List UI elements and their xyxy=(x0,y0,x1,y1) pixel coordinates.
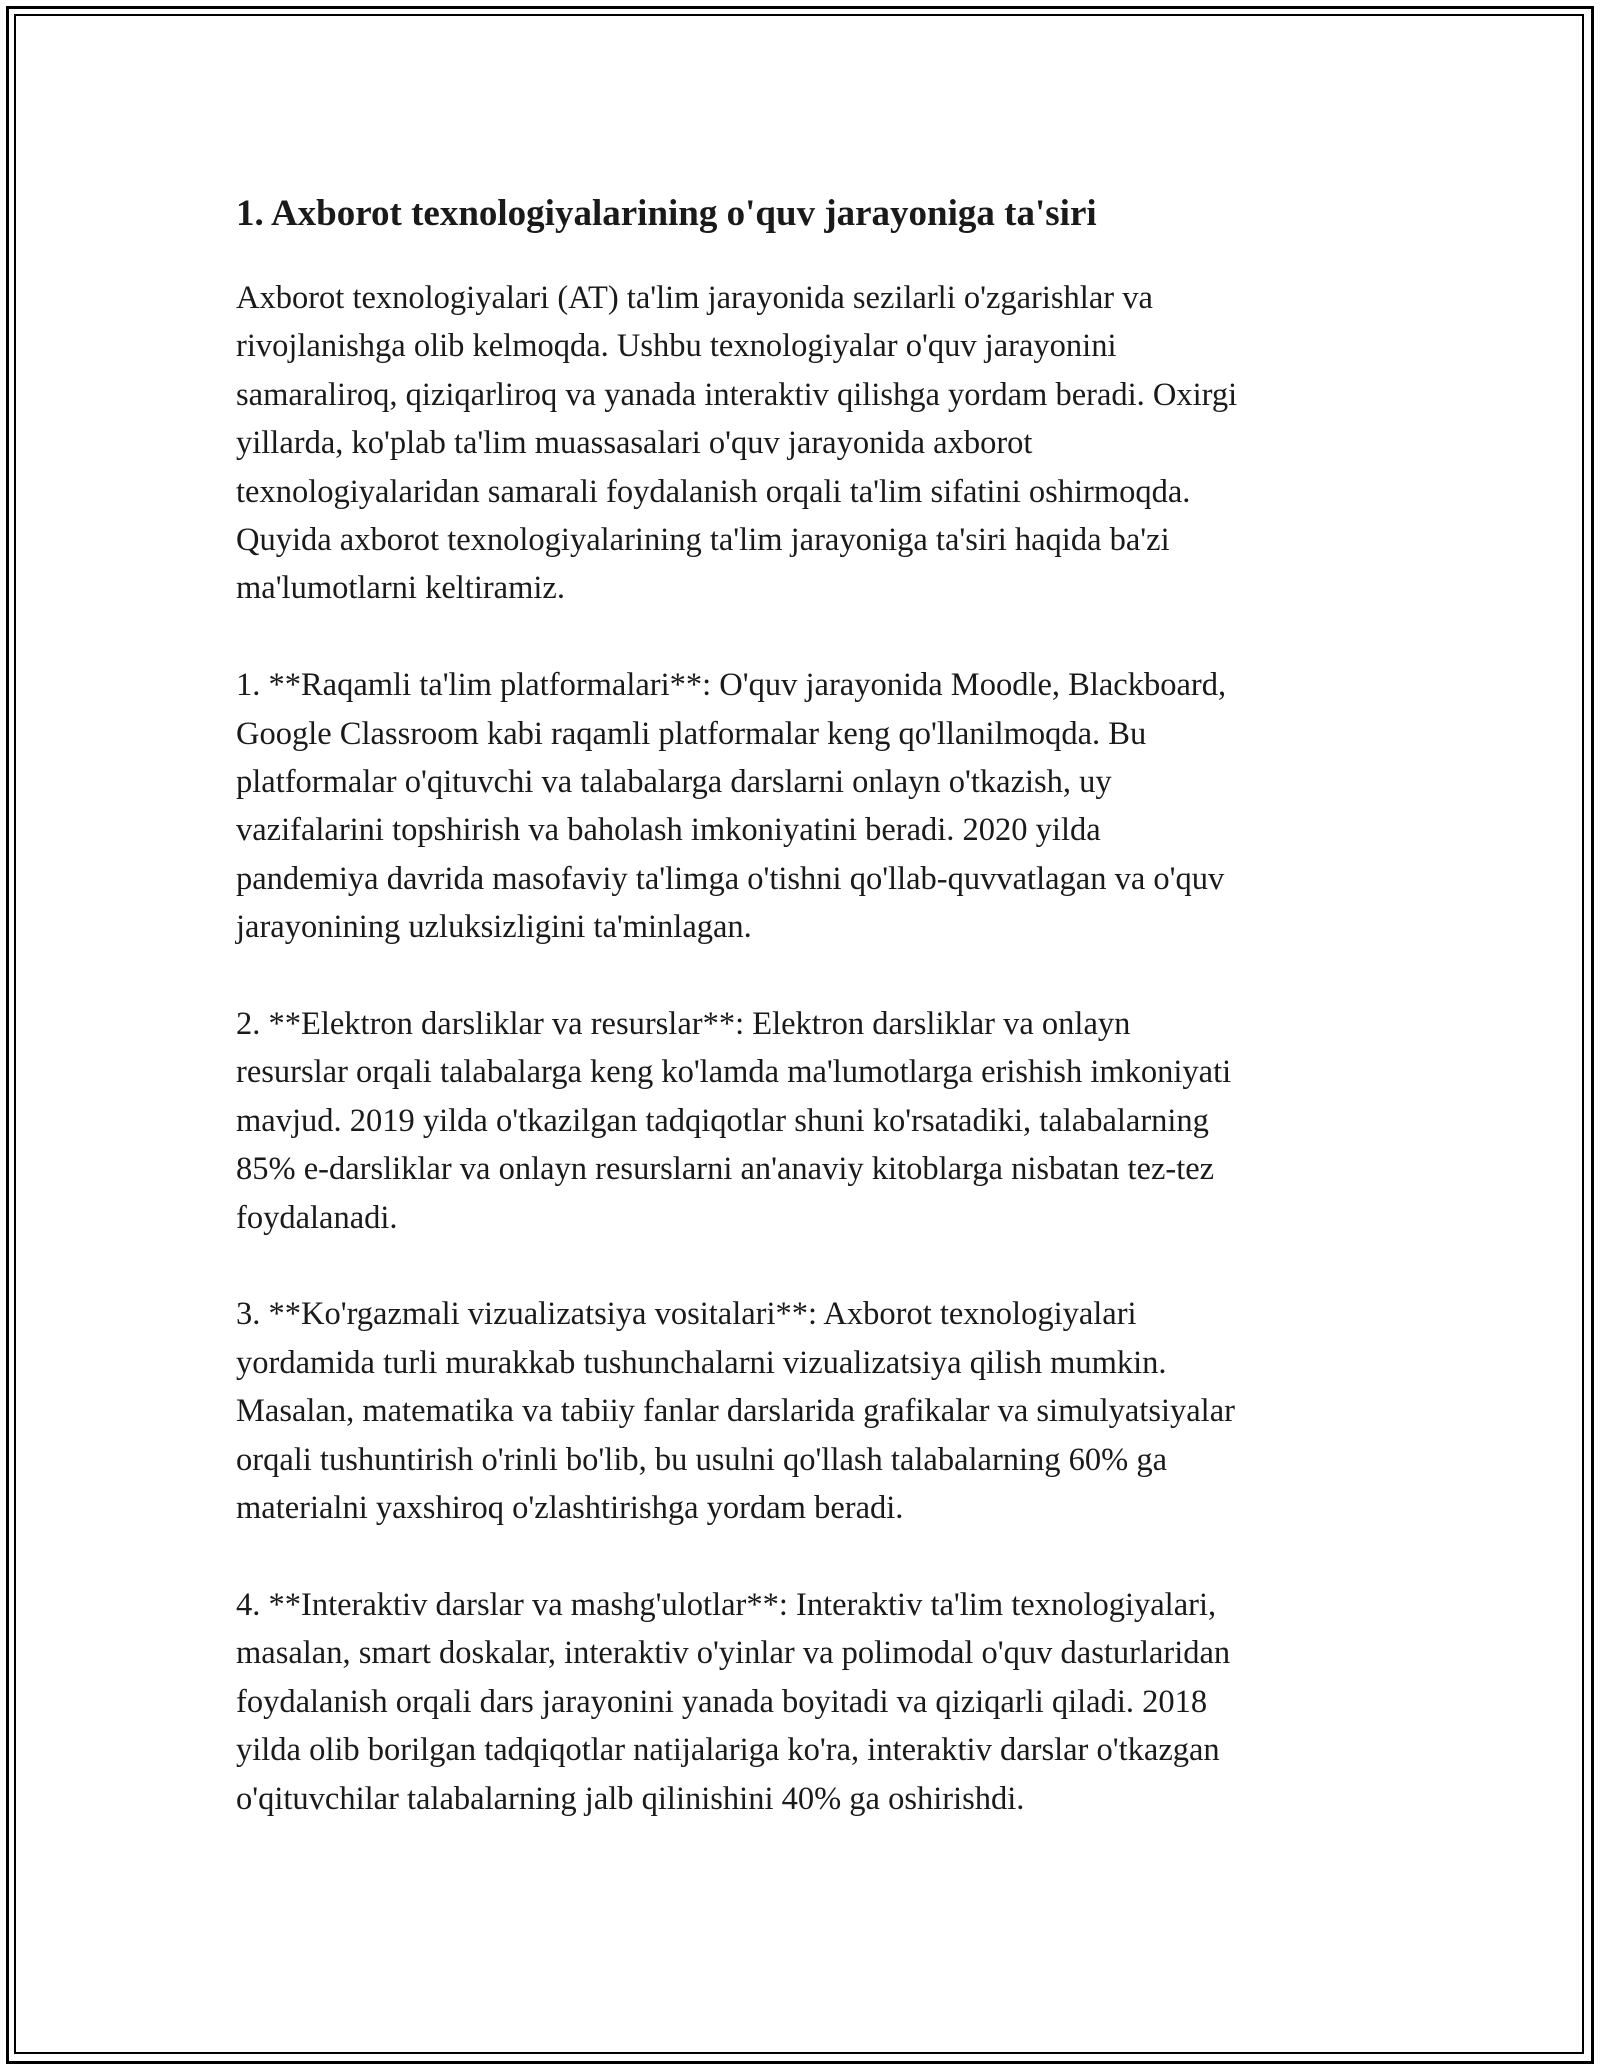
paragraph-gap xyxy=(236,952,1386,1000)
text-line: 1. **Raqamli ta'lim platformalari**: O'quv jarayonida Moodle, Blackboard, xyxy=(236,667,1227,704)
text-line: Quyida axborot texnologiyalarining ta'lim jarayoniga ta'siri haqida ba'zi xyxy=(236,522,1170,559)
intro-paragraph xyxy=(236,274,1386,613)
text-line: foydalanadi. xyxy=(236,1199,398,1236)
text-line: Google Classroom kabi raqamli platformalar keng qo'llanilmoqda. Bu xyxy=(236,715,1147,752)
paragraph-gap xyxy=(236,613,1386,661)
text-line: 4. **Interaktiv darslar va mashg'ulotlar**: Interaktiv ta'lim texnologiyalari, xyxy=(236,1586,1217,1623)
list-item-4 xyxy=(236,1581,1386,1823)
text-line: materialni yaxshiroq o'zlashtirishga yordam beradi. xyxy=(236,1490,904,1527)
text-line: yordamida turli murakkab tushunchalarni vizualizatsiya qilish mumkin. xyxy=(236,1344,1167,1381)
text-line: 85% e-darsliklar va onlayn resurslarni an'anaviy kitoblarga nisbatan tez-tez xyxy=(236,1151,1215,1188)
text-line: texnologiyalaridan samarali foydalanish orqali ta'lim sifatini oshirmoqda. xyxy=(236,473,1191,510)
text-line: yilda olib borilgan tadqiqotlar natijalariga ko'ra, interaktiv darslar o'tkazgan xyxy=(236,1732,1220,1769)
text-line: 3. **Ko'rgazmali vizualizatsiya vositalari**: Axborot texnologiyalari xyxy=(236,1296,1137,1333)
list-item-2 xyxy=(236,1000,1386,1242)
text-line: Axborot texnologiyalari (AT) ta'lim jarayonida sezilarli o'zgarishlar va xyxy=(236,280,1153,316)
text-line: 2. **Elektron darsliklar va resurslar**: Elektron darsliklar va onlayn xyxy=(236,1006,1131,1043)
list-item-3 xyxy=(236,1290,1386,1532)
paragraph-gap xyxy=(236,1533,1386,1581)
document-title: 1. Axborot texnologiyalarining o'quv jarayoniga ta'siri xyxy=(236,193,1097,234)
text-line: mavjud. 2019 yilda o'tkazilgan tadqiqotlar shuni ko'rsatadiki, talabalarning xyxy=(236,1102,1209,1139)
text-line: masalan, smart doskalar, interaktiv o'yinlar va polimodal o'quv dasturlaridan xyxy=(236,1635,1231,1672)
text-line: orqali tushuntirish o'rinli bo'lib, bu usulni qo'llash talabalarning 60% ga xyxy=(236,1441,1168,1478)
text-line: o'qituvchilar talabalarning jalb qilinishini 40% ga oshirishdi. xyxy=(236,1780,1025,1817)
text-line: rivojlanishga olib kelmoqda. Ushbu texnologiyalar o'quv jarayonini xyxy=(236,328,1117,365)
text-line: samaraliroq, qiziqarliroq va yanada interaktiv qilishga yordam beradi. Oxirgi xyxy=(236,376,1238,413)
text-line: foydalanish orqali dars jarayonini yanada boyitadi va qiziqarli qiladi. 2018 xyxy=(236,1683,1208,1720)
text-line: pandemiya davrida masofaviy ta'limga o'tishni qo'llab-quvvatlagan va o'quv xyxy=(236,860,1225,897)
text-line: vazifalarini topshirish va baholash imkoniyatini beradi. 2020 yilda xyxy=(236,812,1101,849)
text-line: platformalar o'qituvchi va talabalarga darslarni onlayn o'tkazish, uy xyxy=(236,764,1112,801)
text-line: ma'lumotlarni keltiramiz. xyxy=(236,570,565,607)
paragraph-gap xyxy=(236,1242,1386,1290)
text-line: jarayonining uzluksizligini ta'minlagan. xyxy=(236,909,752,946)
text-line: resurslar orqali talabalarga keng ko'lamda ma'lumotlarga erishish imkoniyati xyxy=(236,1054,1232,1091)
text-line: Masalan, matematika va tabiiy fanlar darslarida grafikalar va simulyatsiyalar xyxy=(236,1393,1235,1430)
text-line: yillarda, ko'plab ta'lim muassasalari o'quv jarayonida axborot xyxy=(236,425,1033,462)
document-body xyxy=(236,184,1386,1823)
list-item-1 xyxy=(236,661,1386,951)
